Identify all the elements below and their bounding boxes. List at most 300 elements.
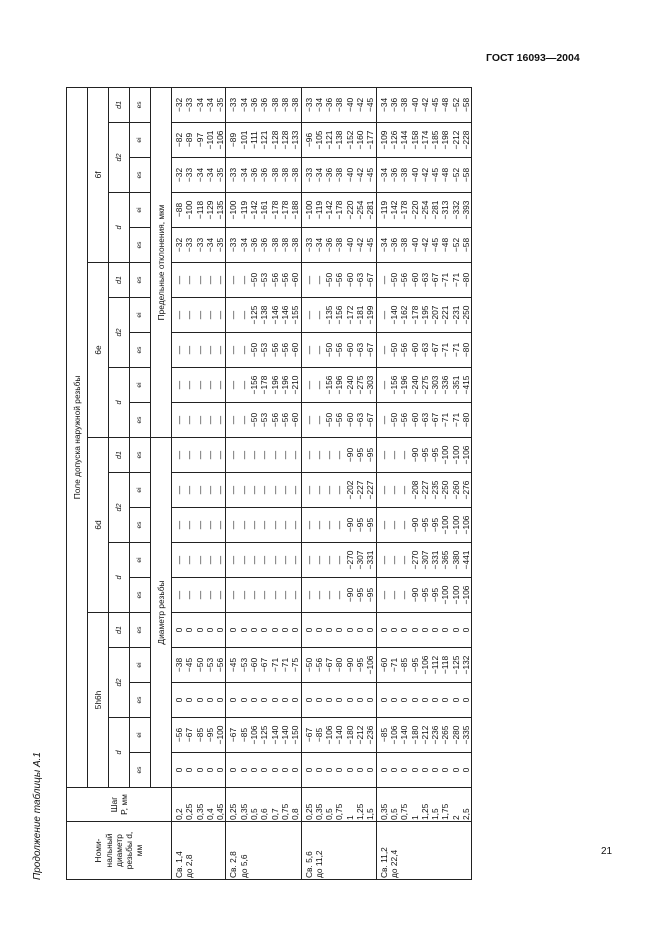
value-cell xyxy=(376,683,472,718)
deviation-value: — xyxy=(378,590,389,600)
header-nominal-line: Номи- xyxy=(93,838,104,863)
deviation-value: −67 xyxy=(324,657,335,673)
header-deviation-label: ei xyxy=(130,718,151,753)
header-deviation-label: ei xyxy=(130,473,151,508)
deviation-value: −90 xyxy=(409,517,420,533)
deviation-value: — xyxy=(194,415,205,425)
deviation-value: 0 xyxy=(450,767,461,773)
deviation-value: −331 xyxy=(430,550,441,570)
deviation-value: −196 xyxy=(399,375,410,395)
deviation-value: −56 xyxy=(269,342,280,358)
deviation-value: — xyxy=(324,590,335,600)
pitch-value: 0,25 xyxy=(184,803,195,820)
deviation-value: 0 xyxy=(184,627,195,633)
deviation-value: 0 xyxy=(215,767,226,773)
deviation-value: −265 xyxy=(440,725,451,745)
table-row xyxy=(226,87,301,879)
deviation-value: −220 xyxy=(344,200,355,220)
deviation-value: — xyxy=(194,555,205,565)
deviation-value: −236 xyxy=(365,725,376,745)
header-deviation-label: es xyxy=(130,508,151,543)
deviation-value: — xyxy=(215,275,226,285)
deviation-value: 0 xyxy=(365,767,376,773)
deviation-value: −198 xyxy=(440,130,451,150)
deviation-value: −180 xyxy=(344,725,355,745)
deviation-value: −331 xyxy=(365,550,376,570)
deviation-value: −85 xyxy=(378,727,389,743)
deviation-value: −228 xyxy=(461,130,472,150)
deviation-value: −121 xyxy=(259,130,270,150)
pitch-value: 0,75 xyxy=(399,803,410,820)
pitch-value: 1 xyxy=(344,815,355,820)
deviation-value: — xyxy=(279,485,290,495)
deviation-value: — xyxy=(228,485,239,495)
value-cell xyxy=(301,263,376,298)
group-label xyxy=(226,822,301,880)
deviation-value: −56 xyxy=(279,342,290,358)
deviation-value: −67 xyxy=(228,727,239,743)
deviation-value: −32 xyxy=(174,97,184,113)
deviation-value: 0 xyxy=(184,767,195,773)
deviation-value: −275 xyxy=(355,375,366,395)
deviation-value: −42 xyxy=(419,237,430,253)
deviation-value: −95 xyxy=(419,447,430,463)
deviation-value: — xyxy=(215,345,226,355)
deviation-value: −118 xyxy=(194,200,205,220)
deviation-value: 0 xyxy=(324,767,335,773)
deviation-value: — xyxy=(313,520,324,530)
deviation-value: −105 xyxy=(313,130,324,150)
deviation-value: −100 xyxy=(228,200,239,220)
deviation-value: −56 xyxy=(399,272,410,288)
deviation-value: −250 xyxy=(440,480,451,500)
deviation-value: — xyxy=(269,590,280,600)
header-diameter-label: d2 xyxy=(109,473,130,543)
deviation-value: — xyxy=(215,450,226,460)
deviation-value: −45 xyxy=(430,237,441,253)
deviation-value: — xyxy=(399,485,410,495)
deviation-value: −133 xyxy=(290,130,301,150)
deviation-value: — xyxy=(215,590,226,600)
header-diameter-label: d xyxy=(109,193,130,263)
deviation-value: 0 xyxy=(409,627,420,633)
deviation-value: — xyxy=(259,590,270,600)
deviation-value: — xyxy=(313,345,324,355)
deviation-value: 0 xyxy=(334,627,345,633)
deviation-value: −33 xyxy=(184,97,195,113)
value-cell xyxy=(376,333,472,368)
deviation-value: — xyxy=(378,310,389,320)
value-cell xyxy=(301,753,376,788)
deviation-value: −128 xyxy=(269,130,280,150)
deviation-value: 0 xyxy=(269,627,280,633)
value-cell xyxy=(226,718,301,753)
deviation-value: −45 xyxy=(430,97,441,113)
deviation-value: −34 xyxy=(378,237,389,253)
deviation-value: −63 xyxy=(419,342,430,358)
deviation-value: −85 xyxy=(399,657,410,673)
deviation-value: −50 xyxy=(249,412,260,428)
deviation-value: 0 xyxy=(355,627,366,633)
table-body xyxy=(172,87,472,879)
deviation-value: — xyxy=(334,555,345,565)
deviation-value: −212 xyxy=(419,725,430,745)
deviation-value: — xyxy=(303,485,314,495)
deviation-value: −89 xyxy=(228,132,239,148)
deviation-value: −365 xyxy=(440,550,451,570)
deviation-value: −38 xyxy=(290,97,301,113)
deviation-value: 0 xyxy=(290,767,301,773)
deviation-value: −50 xyxy=(388,272,399,288)
deviation-value: −106 xyxy=(461,445,472,465)
deviation-value: 0 xyxy=(430,767,441,773)
deviation-value: −101 xyxy=(238,130,249,150)
deviation-value: 0 xyxy=(290,697,301,703)
pitch-value: 1 xyxy=(409,815,420,820)
deviation-value: — xyxy=(259,555,270,565)
deviation-value: −441 xyxy=(461,550,472,570)
value-cell xyxy=(172,508,226,543)
table-caption: Продолжение таблицы А.1 xyxy=(32,752,43,880)
deviation-value: 0 xyxy=(204,627,215,633)
deviation-value: 0 xyxy=(313,627,324,633)
deviation-value: 0 xyxy=(378,767,389,773)
deviation-value: −95 xyxy=(365,447,376,463)
deviation-value: 0 xyxy=(409,697,420,703)
value-cell xyxy=(376,123,472,158)
value-cell xyxy=(301,438,376,473)
header-deviation-label: es xyxy=(130,263,151,298)
header-deviation-label: es xyxy=(130,403,151,438)
deviation-value: — xyxy=(194,520,205,530)
deviation-value: −33 xyxy=(228,97,239,113)
deviation-value: — xyxy=(313,275,324,285)
group-label xyxy=(172,822,226,880)
header-nominal-line: нальный xyxy=(103,833,114,868)
deviation-value: −281 xyxy=(365,200,376,220)
group-label-line: до 11,2 xyxy=(313,850,324,878)
deviation-value: — xyxy=(204,520,215,530)
deviation-value: −71 xyxy=(440,342,451,358)
deviation-value: 0 xyxy=(174,697,184,703)
pitch-value: 0,75 xyxy=(279,803,290,820)
value-cell xyxy=(301,543,376,578)
deviation-value: −60 xyxy=(344,412,355,428)
value-cell xyxy=(172,648,226,683)
deviation-value: 0 xyxy=(249,767,260,773)
value-cell xyxy=(172,683,226,718)
deviation-value: — xyxy=(303,520,314,530)
deviation-value: −71 xyxy=(450,412,461,428)
deviation-value: −38 xyxy=(269,167,280,183)
deviation-value: −38 xyxy=(399,167,410,183)
deviation-value: 0 xyxy=(388,697,399,703)
deviation-value: 0 xyxy=(440,767,451,773)
deviation-value: — xyxy=(228,380,239,390)
deviation-value: −36 xyxy=(388,237,399,253)
value-cell xyxy=(172,298,226,333)
header-diameter-label: d xyxy=(109,718,130,788)
deviation-value: 0 xyxy=(228,697,239,703)
deviation-value: −36 xyxy=(249,97,260,113)
deviation-value: −303 xyxy=(430,375,441,395)
deviation-value: — xyxy=(313,450,324,460)
deviation-value: −45 xyxy=(184,657,195,673)
deviation-value: — xyxy=(259,450,270,460)
deviation-value: −140 xyxy=(334,725,345,745)
deviation-value: −380 xyxy=(450,550,461,570)
deviation-value: −45 xyxy=(430,167,441,183)
page-number: 21 xyxy=(601,846,613,857)
value-cell xyxy=(376,403,472,438)
group-label-line: Св. 2,8 xyxy=(228,851,239,878)
deviation-value: — xyxy=(303,415,314,425)
deviation-value: −63 xyxy=(355,412,366,428)
deviation-value: — xyxy=(184,450,195,460)
deviation-value: −40 xyxy=(409,97,420,113)
table-header xyxy=(67,87,172,879)
deviation-value: −36 xyxy=(324,167,335,183)
table-row xyxy=(172,87,226,879)
deviation-value: −96 xyxy=(303,132,314,148)
deviation-value: −53 xyxy=(259,272,270,288)
deviation-value: −156 xyxy=(324,375,335,395)
deviation-value: −109 xyxy=(378,130,389,150)
deviation-value: — xyxy=(388,520,399,530)
deviation-value: −80 xyxy=(461,412,472,428)
deviation-value: — xyxy=(174,485,184,495)
deviation-value: −100 xyxy=(303,200,314,220)
deviation-value: 0 xyxy=(440,697,451,703)
deviation-value: — xyxy=(204,310,215,320)
deviation-value: −50 xyxy=(324,412,335,428)
deviation-value: −85 xyxy=(313,727,324,743)
deviation-value: 0 xyxy=(344,627,355,633)
deviation-value: — xyxy=(184,310,195,320)
deviation-value: −56 xyxy=(313,657,324,673)
deviation-value: — xyxy=(290,450,301,460)
deviation-value: — xyxy=(378,485,389,495)
deviation-value: −40 xyxy=(344,167,355,183)
deviation-value: — xyxy=(194,450,205,460)
deviation-value: −221 xyxy=(440,305,451,325)
deviation-value: −236 xyxy=(430,725,441,745)
deviation-value: −36 xyxy=(259,237,270,253)
deviation-value: −36 xyxy=(259,97,270,113)
value-cell xyxy=(301,683,376,718)
deviation-value: −95 xyxy=(430,587,441,603)
value-cell xyxy=(376,298,472,333)
value-cell xyxy=(376,753,472,788)
deviation-value: −56 xyxy=(399,342,410,358)
deviation-value: −63 xyxy=(355,272,366,288)
deviation-value: — xyxy=(303,590,314,600)
deviation-value: −35 xyxy=(215,237,226,253)
deviation-value: −60 xyxy=(344,342,355,358)
deviation-value: −140 xyxy=(269,725,280,745)
value-cell xyxy=(172,473,226,508)
deviation-value: −121 xyxy=(324,130,335,150)
deviation-value: 0 xyxy=(365,627,376,633)
deviation-value: −38 xyxy=(290,167,301,183)
deviation-value: −50 xyxy=(303,657,314,673)
deviation-value: −35 xyxy=(215,97,226,113)
deviation-value: 0 xyxy=(194,627,205,633)
value-cell xyxy=(226,228,301,263)
deviation-value: −34 xyxy=(194,97,205,113)
deviation-value: 0 xyxy=(399,627,410,633)
deviation-value: −90 xyxy=(344,447,355,463)
deviation-value: −95 xyxy=(355,517,366,533)
deviation-value: −56 xyxy=(334,342,345,358)
header-field-6d: 6d xyxy=(88,438,109,613)
deviation-value: −63 xyxy=(419,412,430,428)
deviation-value: — xyxy=(399,520,410,530)
deviation-value: −100 xyxy=(450,585,461,605)
deviation-value: −135 xyxy=(215,200,226,220)
value-cell xyxy=(172,543,226,578)
header-pitch-line: P, мм xyxy=(119,794,129,815)
deviation-value: — xyxy=(269,520,280,530)
deviation-value: 0 xyxy=(365,697,376,703)
deviation-value: — xyxy=(204,450,215,460)
deviation-value: 0 xyxy=(194,697,205,703)
deviation-value: — xyxy=(259,520,270,530)
deviation-value: −178 xyxy=(334,200,345,220)
deviation-value: — xyxy=(313,485,324,495)
header-nominal-line: резьбы d, xyxy=(124,831,135,870)
deviation-value: −106 xyxy=(249,725,260,745)
value-cell xyxy=(226,193,301,228)
deviation-value: −100 xyxy=(440,515,451,535)
deviation-value: −100 xyxy=(440,445,451,465)
deviation-value: — xyxy=(334,485,345,495)
deviation-value: −178 xyxy=(259,375,270,395)
deviation-value: −71 xyxy=(388,657,399,673)
deviation-value: −118 xyxy=(440,655,451,675)
deviation-value: −53 xyxy=(259,412,270,428)
deviation-value: — xyxy=(238,555,249,565)
deviation-value: −106 xyxy=(388,725,399,745)
deviation-value: −202 xyxy=(344,480,355,500)
deviation-value: −38 xyxy=(279,167,290,183)
deviation-value: 0 xyxy=(461,697,472,703)
deviation-value: — xyxy=(378,450,389,460)
value-cell xyxy=(301,87,376,122)
deviation-value: −95 xyxy=(419,587,430,603)
deviation-value: — xyxy=(184,590,195,600)
deviation-value: — xyxy=(279,450,290,460)
value-cell xyxy=(172,578,226,613)
value-cell xyxy=(172,158,226,193)
value-cell xyxy=(376,263,472,298)
deviation-value: −56 xyxy=(215,657,226,673)
deviation-value: −53 xyxy=(204,657,215,673)
deviation-value: −38 xyxy=(399,237,410,253)
deviation-value: — xyxy=(174,310,184,320)
deviation-value: −58 xyxy=(461,97,472,113)
group-label-line: до 22,4 xyxy=(388,849,399,878)
deviation-value: −71 xyxy=(279,657,290,673)
value-cell xyxy=(376,613,472,648)
deviation-value: 0 xyxy=(204,767,215,773)
deviation-value: −220 xyxy=(409,200,420,220)
deviation-value: — xyxy=(194,275,205,285)
value-cell xyxy=(226,263,301,298)
deviation-value: −38 xyxy=(334,97,345,113)
deviation-value: 0 xyxy=(228,767,239,773)
deviation-value: −276 xyxy=(461,480,472,500)
deviation-value: — xyxy=(204,345,215,355)
deviation-value: −132 xyxy=(461,655,472,675)
value-cell xyxy=(301,403,376,438)
deviation-value: −45 xyxy=(365,97,376,113)
deviation-value: −35 xyxy=(215,167,226,183)
deviation-value: −106 xyxy=(215,130,226,150)
deviation-value: 0 xyxy=(430,627,441,633)
header-nominal-diameter xyxy=(67,822,172,880)
deviation-value: — xyxy=(238,520,249,530)
deviation-value: −60 xyxy=(290,342,301,358)
pitch-value: 1,5 xyxy=(365,808,376,820)
header-deviation-label: es xyxy=(130,333,151,368)
value-cell xyxy=(301,158,376,193)
pitch-value: 1,25 xyxy=(419,803,430,820)
value-cell xyxy=(301,193,376,228)
deviation-value: 0 xyxy=(238,697,249,703)
deviation-value: −33 xyxy=(184,237,195,253)
deviation-value: — xyxy=(303,345,314,355)
deviation-value: −42 xyxy=(419,97,430,113)
deviation-value: — xyxy=(174,275,184,285)
header-field-6e: 6e xyxy=(88,263,109,438)
value-cell xyxy=(376,158,472,193)
value-cell xyxy=(172,438,226,473)
value-cell xyxy=(301,473,376,508)
deviation-value: −126 xyxy=(388,130,399,150)
header-deviation-label: ei xyxy=(130,648,151,683)
deviation-value: — xyxy=(184,415,195,425)
deviation-value: −128 xyxy=(279,130,290,150)
deviation-value: −196 xyxy=(334,375,345,395)
deviation-value: −150 xyxy=(290,725,301,745)
deviation-value: 0 xyxy=(249,697,260,703)
deviation-value: — xyxy=(204,415,215,425)
deviation-value: −119 xyxy=(378,200,389,220)
deviation-value: −36 xyxy=(388,97,399,113)
pitch-value: 1,5 xyxy=(430,808,441,820)
deviation-value: — xyxy=(194,485,205,495)
pitch-value: 0,25 xyxy=(228,803,239,820)
value-cell xyxy=(301,368,376,403)
value-cell xyxy=(376,438,472,473)
deviation-value: — xyxy=(303,450,314,460)
deviation-value: — xyxy=(228,450,239,460)
deviation-value: −129 xyxy=(204,200,215,220)
deviation-value: −100 xyxy=(440,585,451,605)
value-cell xyxy=(226,438,301,473)
header-diameter-label: d1 xyxy=(109,263,130,298)
deviation-value: — xyxy=(228,345,239,355)
deviation-value: −97 xyxy=(194,132,205,148)
deviation-value: −50 xyxy=(388,412,399,428)
value-cell xyxy=(172,403,226,438)
deviation-value: −63 xyxy=(355,342,366,358)
deviation-value: 0 xyxy=(303,627,314,633)
deviation-value: −82 xyxy=(174,132,184,148)
pitch-value: 0,5 xyxy=(324,808,335,820)
deviation-value: — xyxy=(204,590,215,600)
